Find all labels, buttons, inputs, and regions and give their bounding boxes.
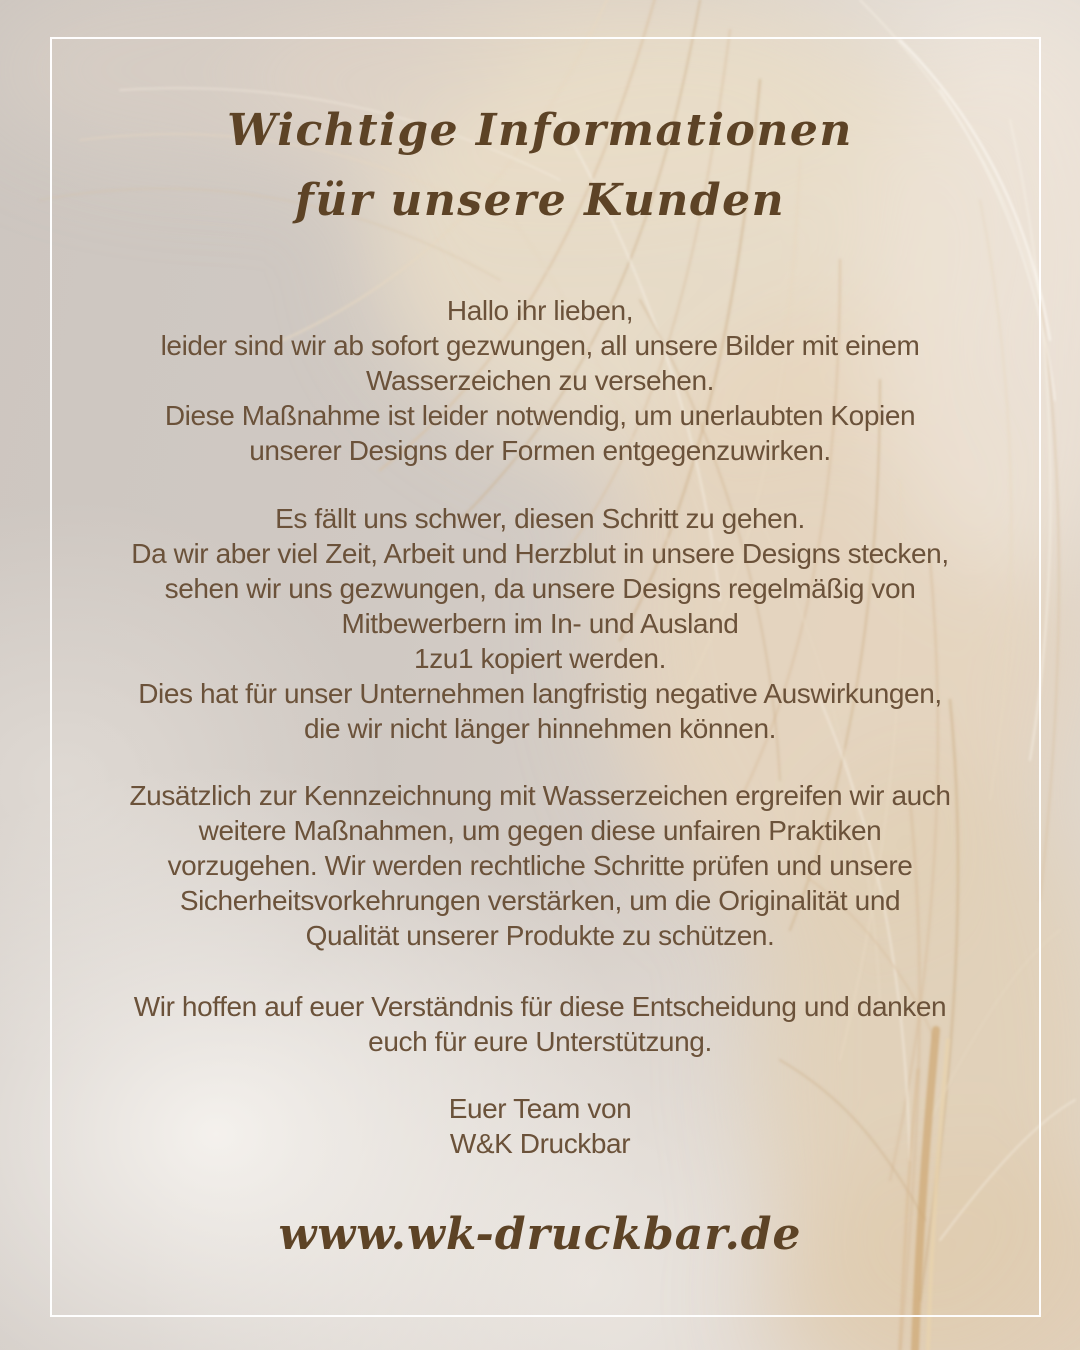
poster-content (60, 0, 1020, 1260)
title-line-2: für unsere Kunden (294, 175, 786, 226)
paragraph-reasons: Es fällt uns schwer, diesen Schritt zu gehen. Da wir aber viel Zeit, Arbeit und Herzblut in unsere Designs stecken, sehen wir uns gezwungen, da unsere Designs regelmäßig von Mitbewerbern im In- und Ausland 1zu1 kopiert werden. Dies hat für unser Unternehmen langfristig negative Auswirkungen, die wir nicht länger hinnehmen können. (131, 503, 949, 744)
paragraph-thanks: Wir hoffen auf euer Verständnis für diese Entscheidung und danken euch für eure Unterstützung. (133, 991, 947, 1057)
page-title (60, 96, 1020, 236)
paragraph-greeting-watermark: Hallo ihr lieben, leider sind wir ab sofort gezwungen, all unsere Bilder mit einem Wasserzeichen zu versehen. Diese Maßnahme ist leider notwendig, um unerlaubten Kopien unserer Designs der Formen entgegenzuwirken. (160, 295, 920, 466)
signoff: Euer Team von W&K Druckbar (448, 1093, 632, 1159)
title-line-1: Wichtige Informationen (227, 105, 853, 156)
website-url: www.wk-druckbar.de (278, 1209, 802, 1260)
paragraph-additional-measures: Zusätzlich zur Kennzeichnung mit Wasserzeichen ergreifen wir auch weitere Maßnahmen, um gegen diese unfairen Praktiken vorzugehen. Wir werden rechtliche Schritte prüfen und unsere Sicherheitsvorkehrungen verstärken, um die Originalität und Qualität unserer Produkte zu schützen. (129, 780, 951, 951)
